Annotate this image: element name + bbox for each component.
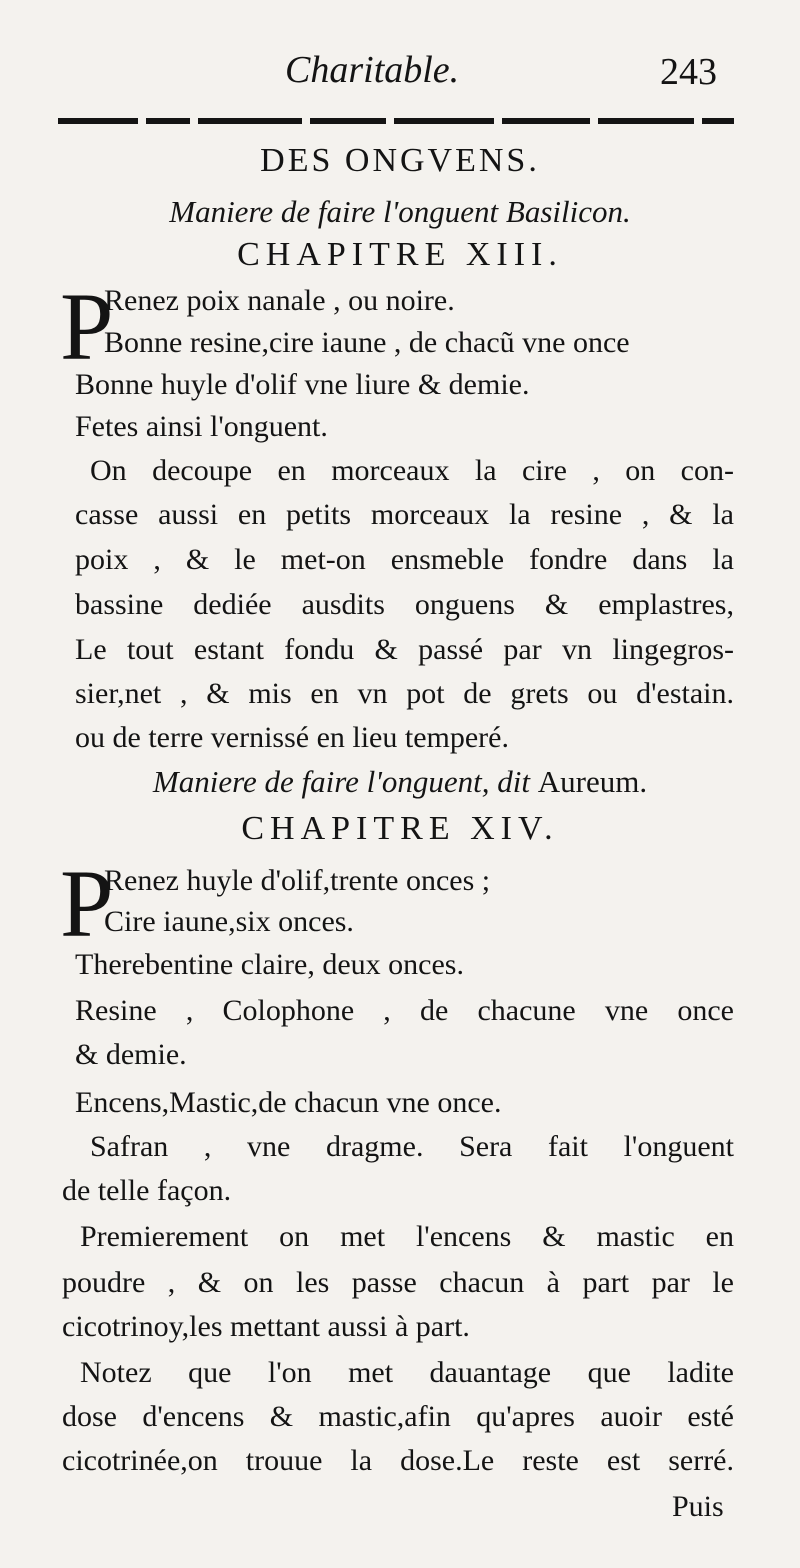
page-number: 243 [660,51,717,93]
recipe-2-line: dose d'encens & mastic,afin qu'apres auoir esté [62,1400,734,1433]
recipe-2-subtitle-italic: Maniere de faire l'onguent, dit [152,764,531,799]
section-title: DES ONGVENS. [260,142,540,179]
running-head [0,48,800,98]
recipe-1-line: sier,net , & mis en vn pot de grets ou d'estain. [75,677,734,710]
recipe-2-chapter: CHAPITRE XIV. [241,810,559,847]
recipe-2-line: cicotrinoy,les mettant aussi à part. [62,1310,470,1343]
recipe-1-line: Le tout estant fondu & passé par vn lingegros- [75,633,734,666]
recipe-2-line: cicotrinée,on trouue la dose.Le reste est serré. [62,1444,734,1477]
recipe-2-subtitle [0,764,800,800]
recipe-2-line: Premierement on met l'encens & mastic en [80,1220,734,1253]
recipe-1-line: bassine dediée ausdits onguens & emplastres, [75,588,734,621]
recipe-2-line: & demie. [75,1038,187,1071]
recipe-2-line: de telle façon. [62,1174,232,1207]
recipe-1-line: Renez poix nanale , ou noire. [104,284,455,317]
recipe-2-line: Safran , vne dragme. Sera fait l'onguent [90,1130,734,1163]
recipe-1-drop-cap: P [60,273,114,380]
recipe-2-line: Cire iaune,six onces. [104,905,354,938]
recipe-1-chapter: CHAPITRE XIII. [237,236,563,273]
recipe-2-drop-cap: P [60,850,114,957]
recipe-1-line: poix , & le met-on ensmeble fondre dans la [75,543,734,576]
recipe-1-line: ou de terre vernissé en lieu temperé. [75,721,509,754]
recipe-2-subtitle-roman: Aureum. [537,764,648,799]
recipe-1-line: casse aussi en petits morceaux la resine , & la [75,498,734,531]
catchword: Puis [672,1490,724,1523]
recipe-1-line: Fetes ainsi l'onguent. [75,410,328,443]
recipe-2-line: poudre , & on les passe chacun à part par le [62,1266,734,1299]
recipe-1-subtitle: Maniere de faire l'onguent Basilicon. [169,194,631,229]
recipe-1-line: Bonne resine,cire iaune , de chacũ vne once [104,326,630,359]
recipe-1-line: On decoupe en morceaux la cire , on con- [90,454,734,487]
recipe-2-line: Resine , Colophone , de chacune vne once [75,994,734,1027]
recipe-2-line: Notez que l'on met dauantage que ladite [80,1356,734,1389]
recipe-2-line: Therebentine claire, deux onces. [75,948,464,981]
recipe-2-line: Encens,Mastic,de chacun vne once. [75,1086,502,1119]
recipe-2-line: Renez huyle d'olif,trente onces ; [104,864,491,897]
header-rule [58,118,734,124]
recipe-1-line: Bonne huyle d'olif vne liure & demie. [75,368,530,401]
running-title: Charitable. [285,49,460,91]
